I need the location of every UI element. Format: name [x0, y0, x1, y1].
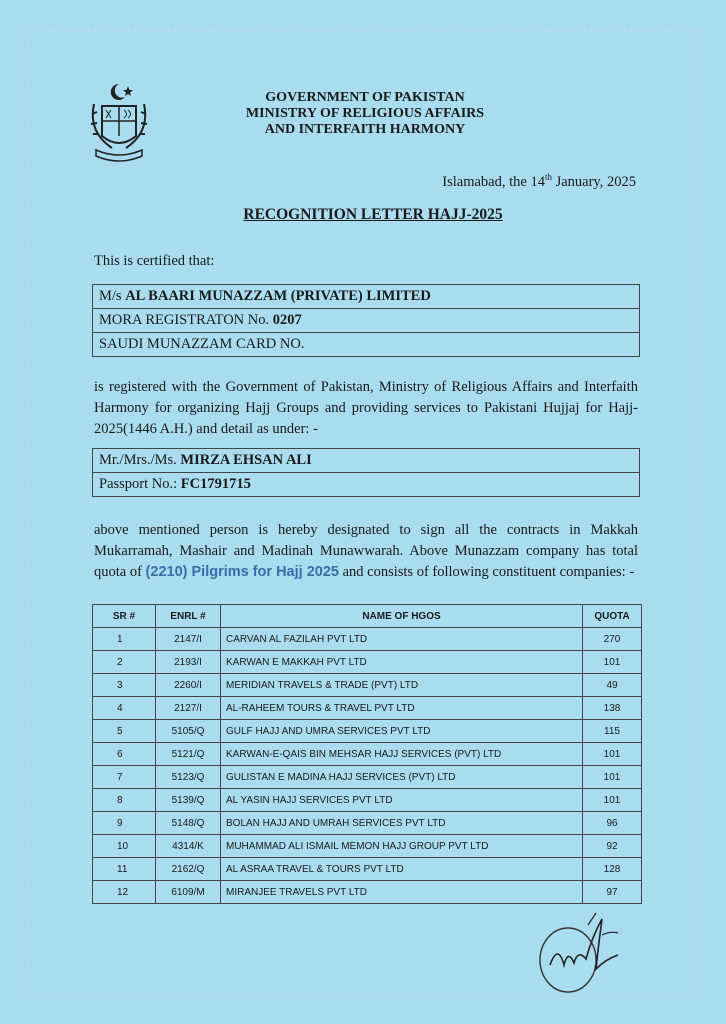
row-quota: 101 [583, 651, 642, 674]
row-enrl: 2260/I [156, 674, 221, 697]
table-row [93, 651, 642, 674]
person-box [92, 448, 640, 497]
row-enrl: 2162/Q [156, 858, 221, 881]
row-name: BOLAN HAJJ AND UMRAH SERVICES PVT LTD [221, 812, 583, 835]
col-sr: SR # [93, 605, 156, 628]
person-name-cell: Mr./Mrs./Ms. MIRZA EHSAN ALI [93, 449, 640, 473]
table-row [93, 697, 642, 720]
company-name-cell: M/s AL BAARI MUNAZZAM (PRIVATE) LIMITED [93, 285, 640, 309]
table-row [93, 674, 642, 697]
passport-cell: Passport No.: FC1791715 [93, 473, 640, 497]
letter-date: Islamabad, the 14th January, 2025 [442, 172, 636, 190]
row-name: KARWAN E MAKKAH PVT LTD [221, 651, 583, 674]
row-name: GULF HAJJ AND UMRA SERVICES PVT LTD [221, 720, 583, 743]
company-box [92, 284, 640, 357]
row-enrl: 5148/Q [156, 812, 221, 835]
row-name: AL-RAHEEM TOURS & TRAVEL PVT LTD [221, 697, 583, 720]
row-quota: 101 [583, 766, 642, 789]
table-row [93, 881, 642, 904]
row-name: MIRANJEE TRAVELS PVT LTD [221, 881, 583, 904]
row-name: CARVAN AL FAZILAH PVT LTD [221, 628, 583, 651]
signature-icon [528, 905, 638, 1005]
state-emblem-icon [82, 80, 156, 164]
row-sr: 7 [93, 766, 156, 789]
row-enrl: 6109/M [156, 881, 221, 904]
row-sr: 3 [93, 674, 156, 697]
hgos-table [92, 604, 642, 904]
table-row [93, 812, 642, 835]
row-sr: 6 [93, 743, 156, 766]
row-enrl: 2193/I [156, 651, 221, 674]
row-quota: 101 [583, 743, 642, 766]
row-enrl: 5121/Q [156, 743, 221, 766]
table-row [93, 743, 642, 766]
header-line-1: GOVERNMENT OF PAKISTAN [265, 90, 465, 105]
row-name: KARWAN-E-QAIS BIN MEHSAR HAJJ SERVICES (PVT) LTD [221, 743, 583, 766]
row-name: GULISTAN E MADINA HAJJ SERVICES (PVT) LTD [221, 766, 583, 789]
total-quota: (2210) Pilgrims for Hajj 2025 [145, 564, 339, 580]
row-sr: 12 [93, 881, 156, 904]
row-quota: 128 [583, 858, 642, 881]
table-row [93, 720, 642, 743]
row-name: MUHAMMAD ALI ISMAIL MEMON HAJJ GROUP PVT LTD [221, 835, 583, 858]
table-row [93, 628, 642, 651]
table-row [93, 789, 642, 812]
table-row [93, 858, 642, 881]
col-name: NAME OF HGOS [221, 605, 583, 628]
letter-title: RECOGNITION LETTER HAJJ-2025 [243, 206, 503, 223]
certified-text: This is certified that: [94, 253, 215, 269]
row-quota: 92 [583, 835, 642, 858]
row-enrl: 2127/I [156, 697, 221, 720]
designation-paragraph: above mentioned person is hereby designated to sign all the contracts in Makkah Mukarramah, Mashair and Madinah Munawwarah. Above Munazzam company has total quota of (2210) Pilgrims for Hajj 2025 and consists of following constituent companies: - [94, 522, 638, 580]
registration-paragraph: is registered with the Government of Pakistan, Ministry of Religious Affairs and Interfaith Harmony for organizing Hajj Groups and providing services to Pakistani Hujjaj for Hajj-2025(1446 A.H.) and detail as under: - [94, 379, 638, 437]
registration-cell: MORA REGISTRATON No. 0207 [93, 309, 640, 333]
row-name: AL YASIN HAJJ SERVICES PVT LTD [221, 789, 583, 812]
row-name: MERIDIAN TRAVELS & TRADE (PVT) LTD [221, 674, 583, 697]
row-quota: 101 [583, 789, 642, 812]
header-line-2: MINISTRY OF RELIGIOUS AFFAIRS [245, 106, 485, 121]
row-quota: 138 [583, 697, 642, 720]
row-enrl: 2147/I [156, 628, 221, 651]
munazzam-card-cell: SAUDI MUNAZZAM CARD NO. [93, 333, 640, 357]
col-enrl: ENRL # [156, 605, 221, 628]
row-quota: 49 [583, 674, 642, 697]
table-row [93, 766, 642, 789]
row-sr: 8 [93, 789, 156, 812]
table-row [93, 835, 642, 858]
row-quota: 96 [583, 812, 642, 835]
row-sr: 11 [93, 858, 156, 881]
row-sr: 10 [93, 835, 156, 858]
row-name: AL ASRAA TRAVEL & TOURS PVT LTD [221, 858, 583, 881]
row-sr: 1 [93, 628, 156, 651]
row-sr: 4 [93, 697, 156, 720]
row-sr: 2 [93, 651, 156, 674]
col-quota: QUOTA [583, 605, 642, 628]
row-sr: 5 [93, 720, 156, 743]
row-enrl: 4314/K [156, 835, 221, 858]
row-quota: 270 [583, 628, 642, 651]
row-enrl: 5123/Q [156, 766, 221, 789]
header-line-3: AND INTERFAITH HARMONY [264, 122, 466, 137]
row-enrl: 5139/Q [156, 789, 221, 812]
row-quota: 115 [583, 720, 642, 743]
row-sr: 9 [93, 812, 156, 835]
row-quota: 97 [583, 881, 642, 904]
row-enrl: 5105/Q [156, 720, 221, 743]
